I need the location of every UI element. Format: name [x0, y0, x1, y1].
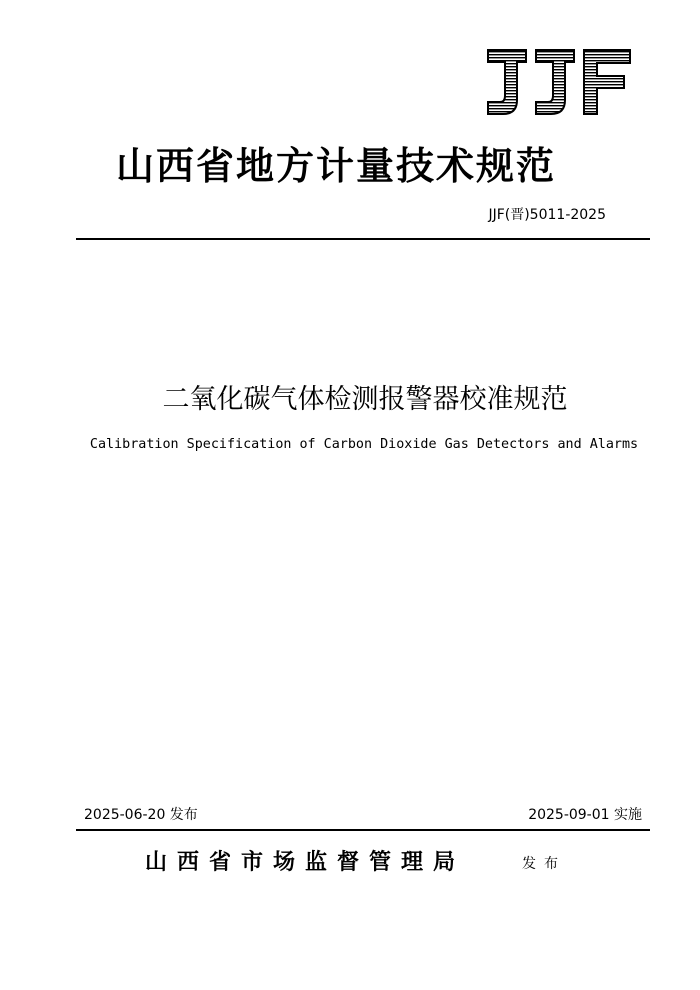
bottom-divider — [76, 829, 650, 831]
document-title-zh: 二氧化碳气体检测报警器校准规范 — [162, 384, 568, 415]
publisher-name: 山西省市场监督管理局 — [145, 850, 466, 875]
publication-date: 2025-06-20 发布 — [84, 807, 198, 823]
top-divider — [76, 238, 650, 240]
implementation-date: 2025-09-01 实施 — [528, 807, 642, 823]
document-number: JJF(晋)5011-2025 — [488, 207, 606, 223]
document-title-en: Calibration Specification of Carbon Dioxide Gas Detectors and Alarms — [89, 437, 639, 452]
publisher-suffix: 发布 — [522, 856, 566, 872]
standard-category-title: 山西省地方计量技术规范 — [116, 144, 557, 188]
jjf-logo-icon — [484, 48, 634, 118]
